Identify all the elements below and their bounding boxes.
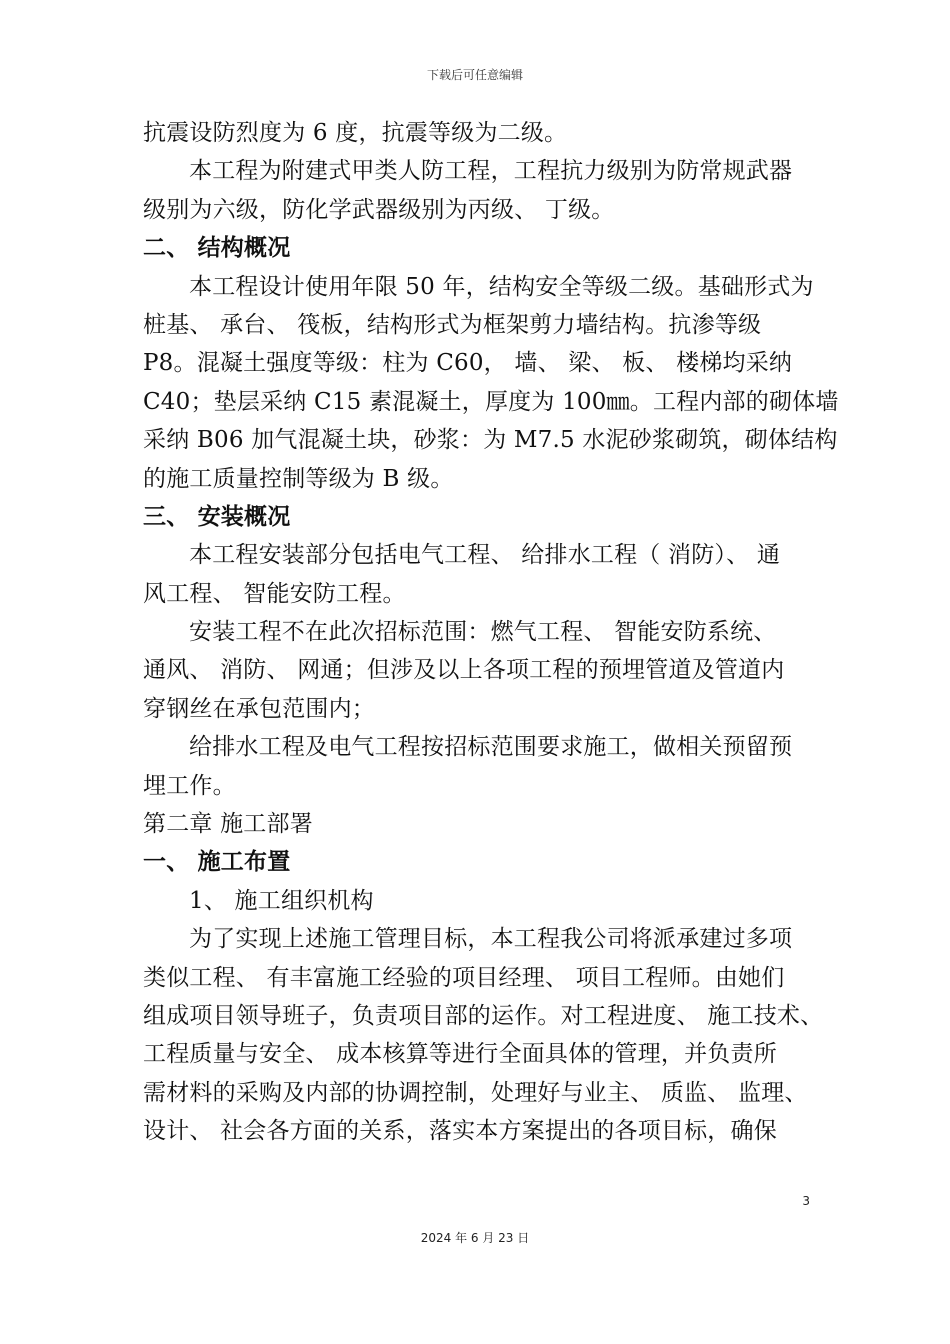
subsection-heading: 1、 施工组织机构 [189, 887, 374, 914]
chapter-heading: 第二章 施工部署 [143, 811, 313, 838]
paragraph-line: 本工程安装部分包括电气工程、 给排水工程（ 消防）、 通 [189, 542, 781, 569]
paragraph-line: 为了实现上述施工管理目标，本工程我公司将派承建过多项 [189, 926, 793, 953]
body-line: 级别为六级，防化学武器级别为丙级、 丁级。 [143, 196, 615, 223]
paragraph-line: 给排水工程及电气工程按招标范围要求施工，做相关预留预 [189, 734, 793, 761]
body-line: 工程质量与安全、 成本核算等进行全面具体的管理，并负责所 [143, 1041, 777, 1068]
body-line: 采纳 B06 加气混凝土块，砂浆：为 M7.5 水泥砂浆砌筑，砌体结构 [143, 427, 838, 454]
paragraph-line: 安装工程不在此次招标范围：燃气工程、 智能安防系统、 [189, 619, 777, 646]
body-line: 的施工质量控制等级为 B 级。 [143, 465, 454, 492]
body-line: C40；垫层采纳 C15 素混凝土，厚度为 100㎜。工程内部的砌体墙 [143, 388, 839, 415]
body-line: 需材料的采购及内部的协调控制，处理好与业主、 质监、 监理、 [143, 1079, 808, 1106]
body-line: 风工程、 智能安防工程。 [143, 580, 406, 607]
page-header: 下载后可任意编辑 [426, 68, 523, 82]
body-line: 组成项目领导班子，负责项目部的运作。对工程进度、 施工技术、 [143, 1002, 824, 1029]
page-number: 3 [802, 1194, 810, 1208]
body-line: 设计、 社会各方面的关系，落实本方案提出的各项目标，确保 [143, 1118, 777, 1145]
footer-date: 2024 年 6 月 23 日 [420, 1231, 530, 1245]
section-heading-layout: 一、 施工布置 [143, 849, 291, 876]
body-line: 抗震设防烈度为 6 度，抗震等级为二级。 [143, 120, 568, 146]
body-line: 穿钢丝在承包范围内； [143, 695, 375, 722]
document-body [143, 114, 839, 1151]
paragraph-line: 本工程设计使用年限 50 年，结构安全等级二级。基础形式为 [189, 273, 814, 300]
paragraph-line: 本工程为附建式甲类人防工程，工程抗力级别为防常规武器 [189, 158, 793, 185]
section-heading-structure: 二、 结构概况 [143, 235, 291, 262]
body-line: P8。混凝土强度等级：柱为 C60， 墙、 梁、 板、 楼梯均采纳 [143, 350, 793, 377]
body-line: 桩基、 承台、 筏板，结构形式为框架剪力墙结构。抗渗等级 [143, 311, 762, 338]
body-line: 埋工作。 [143, 772, 236, 799]
body-line: 通风、 消防、 网通；但涉及以上各项工程的预埋管道及管道内 [143, 657, 785, 684]
body-line: 类似工程、 有丰富施工经验的项目经理、 项目工程师。由她们 [143, 964, 785, 991]
section-heading-installation: 三、 安装概况 [143, 503, 291, 530]
